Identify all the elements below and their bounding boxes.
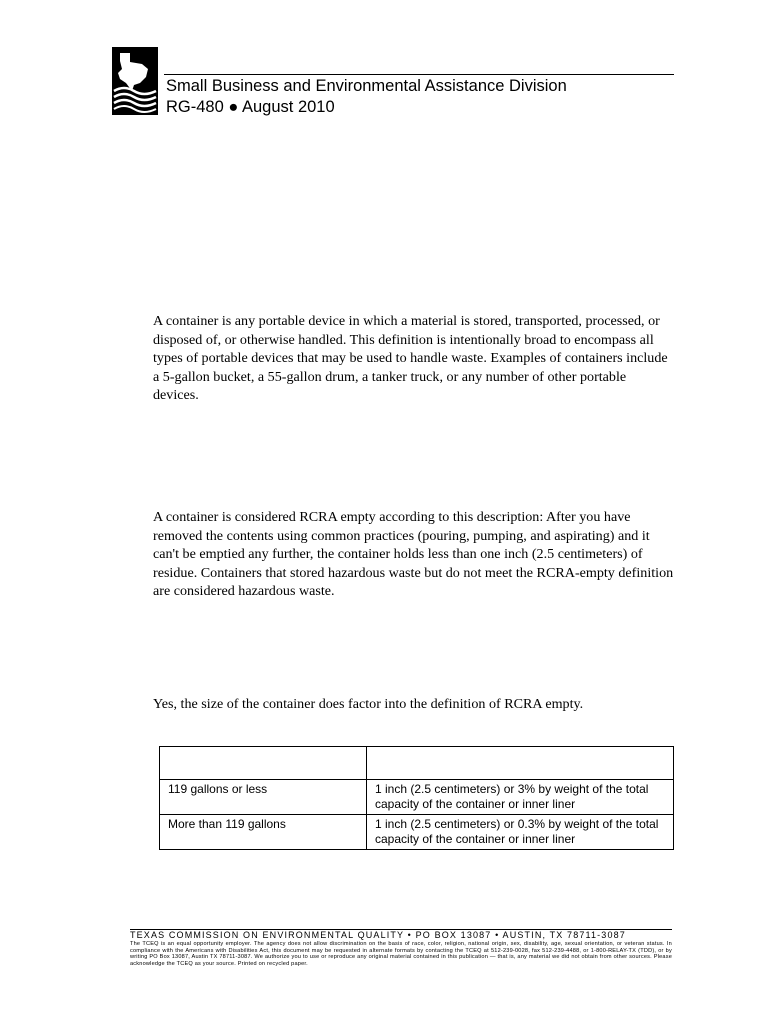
header-rule [164, 74, 674, 75]
residue-limit-cell: 1 inch (2.5 centimeters) or 3% by weight of the total capacity of the container or inner liner [367, 780, 674, 815]
rcra-empty-paragraph: A container is considered RCRA empty according to this description: After you have removed the contents using common practices (pouring, pumping, and aspirating) and it can't be emptied any further, the container holds less than one inch (2.5 centimeters) of residue. Containers that stored hazardous waste but do not meet the RCRA-empty definition are considered hazardous waste. [153, 509, 674, 600]
residue-limits-table [159, 746, 674, 850]
container-size-cell: More than 119 gallons [160, 815, 367, 850]
residue-limit-cell: 1 inch (2.5 centimeters) or 0.3% by weight of the total capacity of the container or inner liner [367, 815, 674, 850]
footer-disclaimer: The TCEQ is an equal opportunity employer. The agency does not allow discrimination on the basis of race, color, religion, national origin, sex, disability, age, sexual orientation, or veteran status. In compliance with the Americans with Disabilities Act, this document may be requested in alternate formats by contacting the TCEQ at 512-239-0028, fax 512-239-4488, or 1-800-RELAY-TX (TDD), or by writing PO Box 13087, Austin TX 78711-3087. We authorize you to use or reproduce any original material contained in this publication — that is, any material we did not obtain from other sources. Please acknowledge the TCEQ as your source. Printed on recycled paper. [130, 941, 672, 967]
container-definition-paragraph: A container is any portable device in which a material is stored, transported, processed, or disposed of, or otherwise handled. This definition is intentionally broad to encompass all types of portable devices that may be used to handle waste. Examples of containers include a 5-gallon bucket, a 55-gallon drum, a tanker truck, or any number of other portable devices. [153, 313, 668, 404]
publication-id: RG-480 ● August 2010 [166, 98, 335, 116]
division-name: Small Business and Environmental Assistance Division [166, 77, 567, 95]
footer-agency-address: TEXAS COMMISSION ON ENVIRONMENTAL QUALITY • PO BOX 13087 • AUSTIN, TX 78711-3087 [130, 930, 626, 940]
table-row [160, 815, 674, 850]
table-header-cell [367, 747, 674, 780]
container-size-cell: 119 gallons or less [160, 780, 367, 815]
tceq-logo-icon [112, 47, 158, 115]
table-header-row [160, 747, 674, 780]
table-row [160, 780, 674, 815]
container-size-paragraph: Yes, the size of the container does factor into the definition of RCRA empty. [153, 696, 584, 712]
document-header [166, 76, 567, 118]
table-header-cell [160, 747, 367, 780]
